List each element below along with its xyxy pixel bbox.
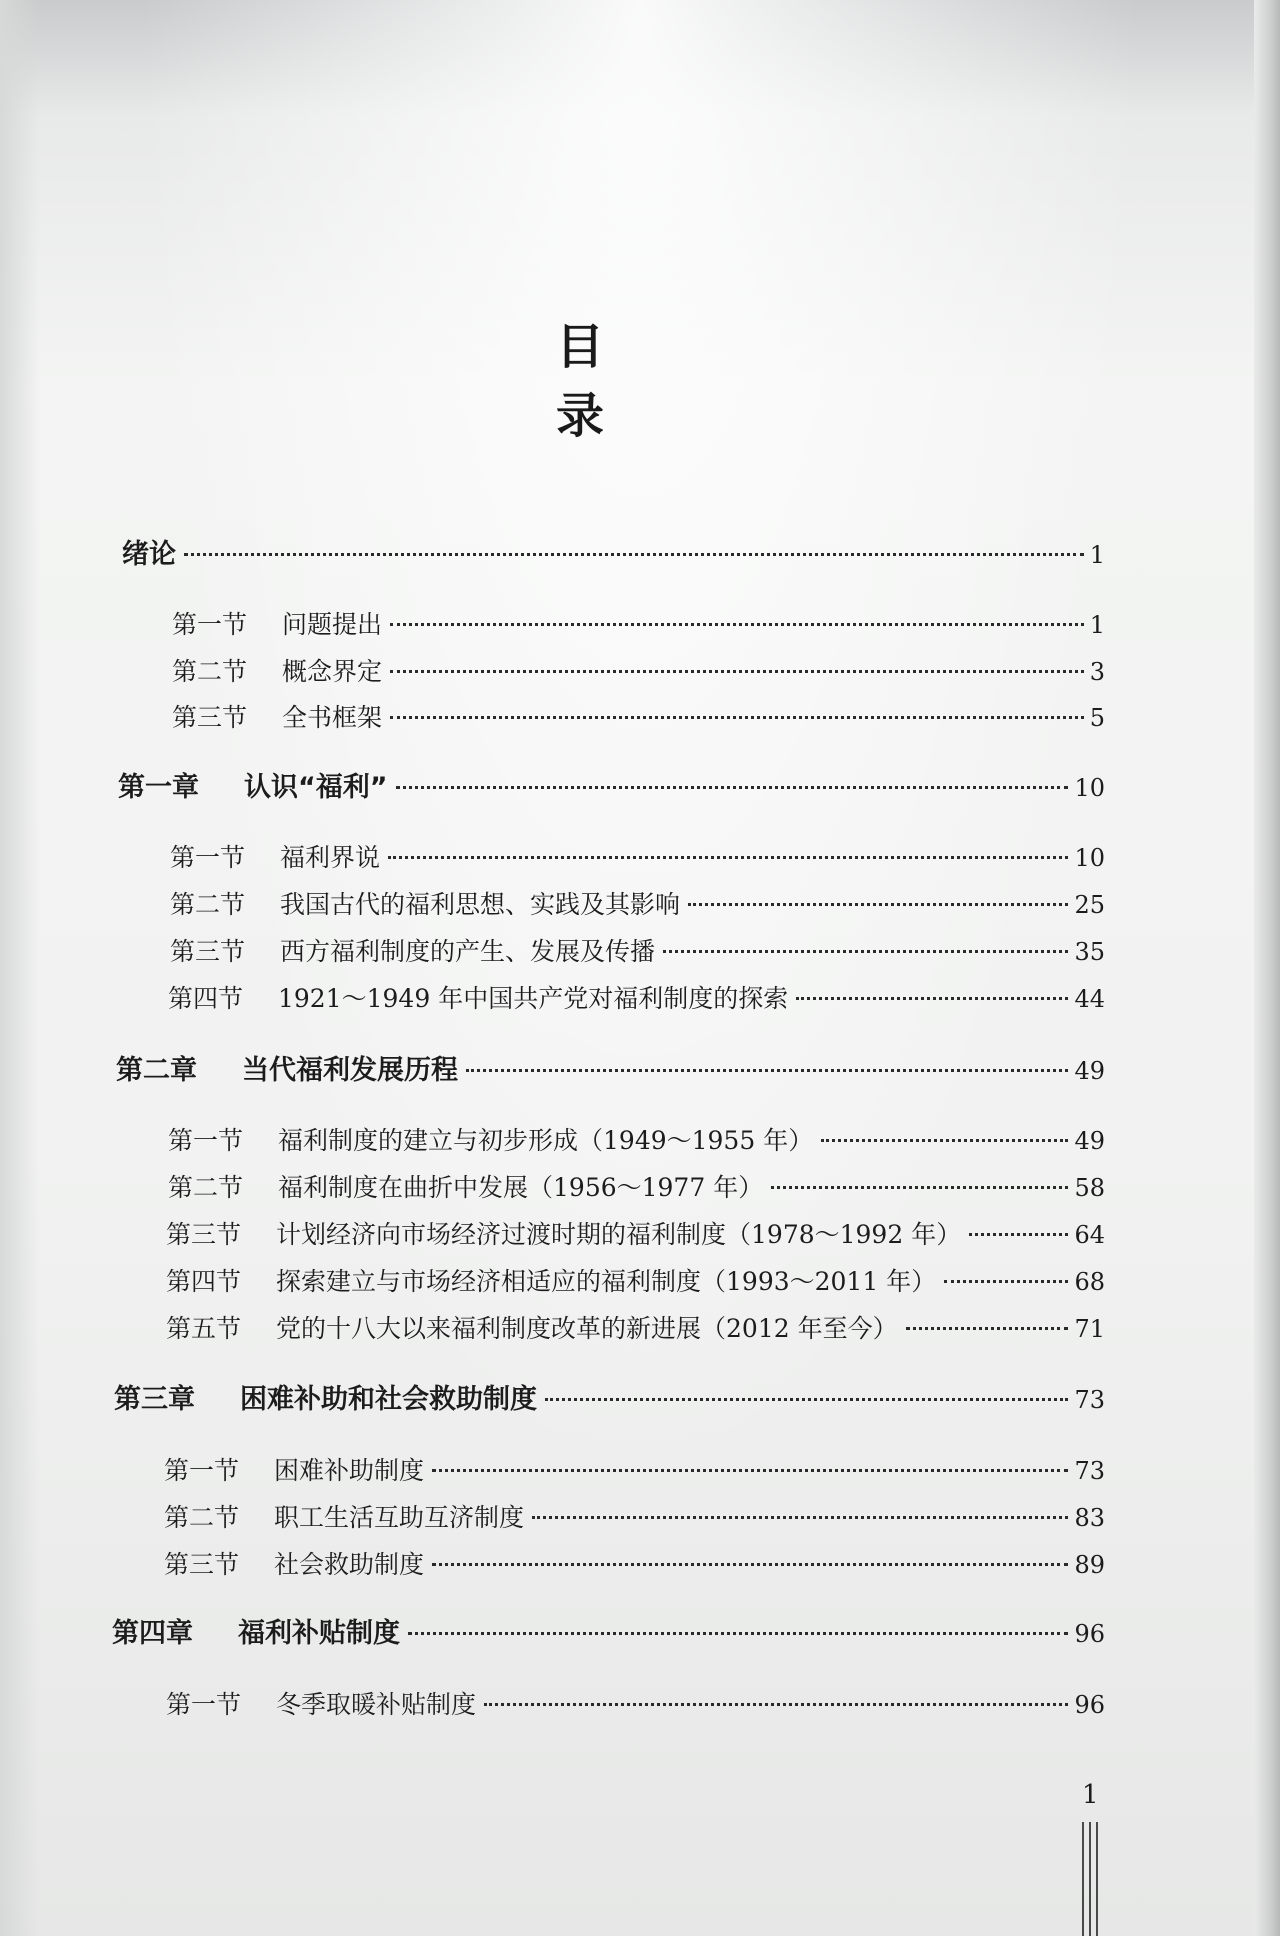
section-number: 第一节	[172, 610, 248, 639]
toc-entry-label	[172, 652, 382, 692]
toc-entry-label	[112, 1614, 400, 1654]
toc-page-number: 89	[1074, 1551, 1105, 1579]
dot-leader	[408, 1632, 1068, 1635]
section-title: 探索建立与市场经济相适应的福利制度（1993～2011 年）	[276, 1267, 937, 1296]
dot-leader	[532, 1516, 1068, 1519]
section-title: 计划经济向市场经济过渡时期的福利制度（1978～1992 年）	[276, 1220, 962, 1249]
page-number: 1	[1082, 1780, 1099, 1810]
toc-page-number: 3	[1089, 658, 1105, 686]
section-number: 第二节	[168, 1173, 244, 1202]
section-title: 职工生活互助互济制度	[274, 1503, 525, 1532]
toc-section-row[interactable]	[166, 1309, 1105, 1349]
toc-chapter-row[interactable]	[116, 1051, 1105, 1091]
toc-page-number: 64	[1074, 1221, 1105, 1249]
toc-section-row[interactable]	[166, 1262, 1105, 1302]
toc-entry-label	[170, 932, 655, 972]
toc-entry-label	[118, 768, 388, 808]
dot-leader	[796, 997, 1068, 1000]
section-number: 第三节	[172, 703, 248, 732]
toc-section-row[interactable]	[170, 932, 1105, 972]
toc-page-number: 10	[1074, 844, 1105, 872]
toc-page-number: 25	[1074, 891, 1105, 919]
toc-page-number: 58	[1074, 1174, 1105, 1202]
toc-chapter-row[interactable]	[114, 1380, 1105, 1420]
page-title: 目 录	[555, 319, 664, 444]
section-number: 第四节	[168, 984, 244, 1013]
dot-leader	[388, 856, 1068, 859]
section-number: 第一节	[164, 1456, 240, 1485]
toc-page-number: 49	[1074, 1127, 1105, 1155]
section-number: 第一节	[170, 843, 246, 872]
toc-page-number: 49	[1074, 1057, 1105, 1085]
section-title: 1921～1949 年中国共产党对福利制度的探索	[278, 984, 789, 1013]
toc-section-row[interactable]	[170, 885, 1105, 925]
toc-entry-label	[114, 1380, 537, 1420]
toc-section-row[interactable]	[172, 698, 1105, 738]
toc-page-number: 44	[1074, 985, 1105, 1013]
toc-entry-label	[122, 535, 176, 575]
toc-page-number: 5	[1089, 704, 1105, 732]
toc-section-row[interactable]	[172, 652, 1105, 692]
dot-leader	[944, 1280, 1068, 1283]
toc-page-number: 68	[1074, 1268, 1105, 1296]
toc-page-number: 96	[1074, 1620, 1105, 1648]
section-number: 第一节	[168, 1126, 244, 1155]
toc-section-row[interactable]	[164, 1498, 1105, 1538]
toc-entry-label	[164, 1451, 424, 1491]
toc-entry-label	[116, 1051, 458, 1091]
dot-leader	[969, 1233, 1068, 1236]
section-title: 我国古代的福利思想、实践及其影响	[280, 890, 681, 919]
dot-leader	[688, 903, 1068, 906]
section-number: 第四节	[166, 1267, 242, 1296]
chapter-number: 第一章	[118, 772, 199, 803]
toc-entry-label	[166, 1215, 961, 1255]
dot-leader	[390, 716, 1084, 719]
dot-leader	[663, 950, 1068, 953]
chapter-number: 第二章	[116, 1055, 197, 1086]
toc-section-row[interactable]	[168, 979, 1105, 1019]
toc-chapter-row[interactable]	[118, 768, 1105, 808]
chapter-number: 第四章	[112, 1618, 193, 1649]
chapter-number: 第三章	[114, 1384, 195, 1415]
section-number: 第二节	[172, 657, 248, 686]
chapter-title: 困难补助和社会救助制度	[240, 1384, 537, 1415]
toc-section-row[interactable]	[168, 1121, 1105, 1161]
toc-entry-label	[170, 838, 380, 878]
toc-section-row[interactable]	[172, 605, 1105, 645]
section-number: 第三节	[164, 1550, 240, 1579]
section-title: 社会救助制度	[274, 1550, 425, 1579]
toc-entry-label	[166, 1309, 898, 1349]
chapter-title: 认识“福利”	[244, 772, 388, 803]
dot-leader	[432, 1563, 1068, 1566]
toc-entry-label	[166, 1262, 936, 1302]
toc-page-number: 1	[1089, 541, 1105, 569]
toc-page-number: 71	[1074, 1315, 1105, 1343]
dot-leader	[545, 1398, 1068, 1401]
section-title: 西方福利制度的产生、发展及传播	[280, 937, 656, 966]
dot-leader	[396, 786, 1069, 789]
toc-page-number: 73	[1074, 1386, 1105, 1414]
chapter-title: 当代福利发展历程	[242, 1055, 458, 1086]
chapter-number: 绪论	[122, 539, 176, 570]
toc-entry-label	[170, 885, 680, 925]
toc-section-row[interactable]	[166, 1215, 1105, 1255]
toc-entry-label	[172, 698, 382, 738]
section-title: 福利界说	[280, 843, 381, 872]
toc-page-number: 10	[1074, 774, 1105, 802]
toc-section-row[interactable]	[168, 1168, 1105, 1208]
section-title: 冬季取暖补贴制度	[276, 1690, 477, 1719]
section-number: 第五节	[166, 1314, 242, 1343]
section-number: 第三节	[166, 1220, 242, 1249]
section-title: 党的十八大以来福利制度改革的新进展（2012 年至今）	[276, 1314, 898, 1343]
toc-page-number: 96	[1074, 1691, 1105, 1719]
section-number: 第三节	[170, 937, 246, 966]
toc-page-number: 35	[1074, 938, 1105, 966]
chapter-title: 福利补贴制度	[238, 1618, 400, 1649]
dot-leader	[390, 670, 1084, 673]
toc-entry-label	[168, 1168, 763, 1208]
toc-page-number: 83	[1074, 1504, 1105, 1532]
section-number: 第二节	[164, 1503, 240, 1532]
dot-leader	[484, 1703, 1068, 1706]
toc-page-number: 73	[1074, 1457, 1105, 1485]
toc-section-row[interactable]	[166, 1685, 1105, 1725]
toc-entry-label	[168, 1121, 813, 1161]
toc-entry-label	[164, 1498, 524, 1538]
section-title: 困难补助制度	[274, 1456, 425, 1485]
section-title: 福利制度的建立与初步形成（1949～1955 年）	[278, 1126, 814, 1155]
toc-section-row[interactable]	[164, 1545, 1105, 1585]
dot-leader	[184, 553, 1084, 556]
dot-leader	[432, 1469, 1068, 1472]
dot-leader	[906, 1327, 1069, 1330]
toc-entry-label	[168, 979, 788, 1019]
toc-entry-label	[166, 1685, 476, 1725]
section-title: 概念界定	[282, 657, 383, 686]
toc-chapter-row[interactable]	[122, 535, 1105, 575]
dot-leader	[771, 1186, 1068, 1189]
toc-chapter-row[interactable]	[112, 1614, 1105, 1654]
section-title: 全书框架	[282, 703, 383, 732]
toc-entry-label	[164, 1545, 424, 1585]
toc-entry-label	[172, 605, 382, 645]
toc-page-number: 1	[1089, 611, 1105, 639]
section-title: 福利制度在曲折中发展（1956～1977 年）	[278, 1173, 764, 1202]
dot-leader	[466, 1069, 1068, 1072]
section-number: 第一节	[166, 1690, 242, 1719]
spine-lines	[1082, 1822, 1104, 1936]
section-title: 问题提出	[282, 610, 383, 639]
dot-leader	[821, 1139, 1068, 1142]
section-number: 第二节	[170, 890, 246, 919]
toc-section-row[interactable]	[164, 1451, 1105, 1491]
toc-section-row[interactable]	[170, 838, 1105, 878]
dot-leader	[390, 623, 1084, 626]
